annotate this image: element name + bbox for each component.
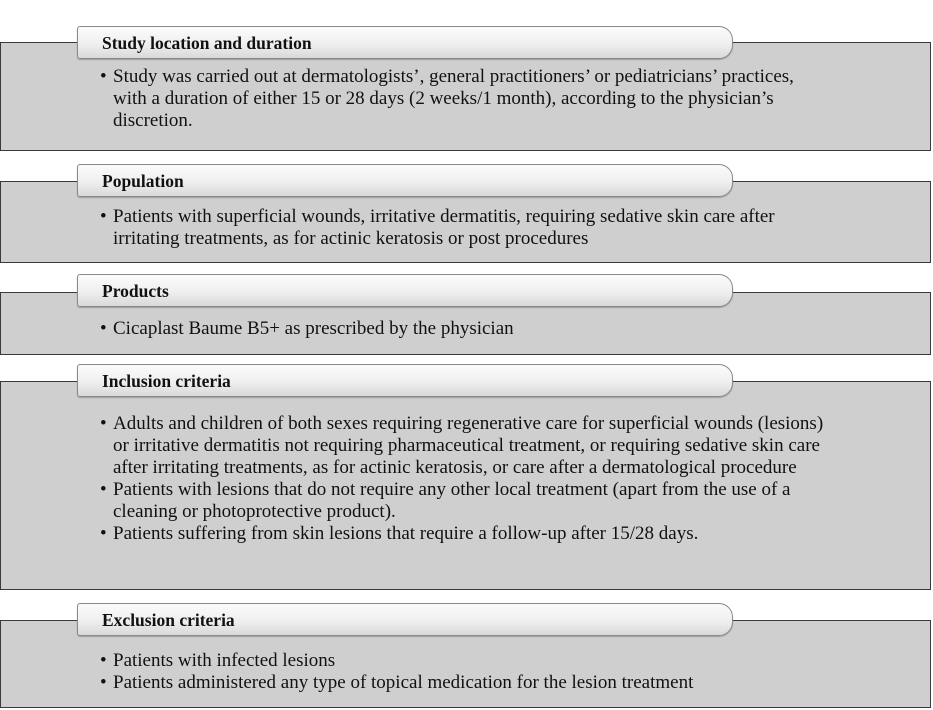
section-title: Study location and duration: [102, 33, 312, 53]
bullet-text: Cicaplast Baume B5+ as prescribed by the physician: [113, 318, 514, 339]
section-header: [77, 164, 733, 197]
bullet-item: [97, 672, 857, 694]
bullet-icon: •: [100, 206, 107, 227]
section-title: Population: [102, 171, 184, 191]
bullet-icon: •: [100, 318, 107, 339]
bullet-list: [97, 66, 812, 132]
bullet-list: [97, 413, 827, 545]
bullet-item: [97, 206, 827, 250]
section-title: Exclusion criteria: [102, 610, 235, 630]
bullet-item: [97, 413, 827, 479]
bullet-item: [97, 318, 857, 340]
bullet-item: [97, 479, 827, 523]
bullet-icon: •: [100, 66, 107, 87]
bullet-list: [97, 650, 857, 694]
bullet-text: Patients with infected lesions: [113, 650, 336, 671]
section-title: Inclusion criteria: [102, 371, 231, 391]
bullet-icon: •: [100, 523, 107, 544]
bullet-text: Patients suffering from skin lesions that require a follow-up after 15/28 days.: [113, 523, 699, 544]
section-header: [77, 603, 733, 636]
bullet-item: [97, 523, 827, 545]
bullet-text: Patients administered any type of topical medication for the lesion treatment: [113, 672, 694, 693]
bullet-icon: •: [100, 413, 107, 434]
bullet-list: [97, 206, 827, 250]
bullet-text: Patients with lesions that do not require any other local treatment (apart from the use of a cleaning or photoprotective product).: [113, 479, 791, 522]
bullet-icon: •: [100, 650, 107, 671]
bullet-item: [97, 650, 857, 672]
section-header: [77, 274, 733, 307]
bullet-text: Study was carried out at dermatologists’, general practitioners’ or pediatricians’ practices, with a duration of either 15 or 28 days (2 weeks/1 month), according to the physician’s discretion.: [113, 66, 794, 131]
bullet-list: [97, 318, 857, 340]
bullet-text: Adults and children of both sexes requiring regenerative care for superficial wounds (lesions) or irritative dermatitis not requiring pharmaceutical treatment, or requiring sedative skin care after irritating treatments, as for actinic keratosis, or care after a dermatological procedure: [113, 413, 824, 478]
bullet-icon: •: [100, 479, 107, 500]
bullet-text: Patients with superficial wounds, irritative dermatitis, requiring sedative skin care after irritating treatments, as for actinic keratosis or post procedures: [113, 206, 775, 249]
section-header: [77, 364, 733, 397]
bullet-icon: •: [100, 672, 107, 693]
bullet-item: [97, 66, 812, 132]
section-header: [77, 26, 733, 59]
section-title: Products: [102, 281, 169, 301]
